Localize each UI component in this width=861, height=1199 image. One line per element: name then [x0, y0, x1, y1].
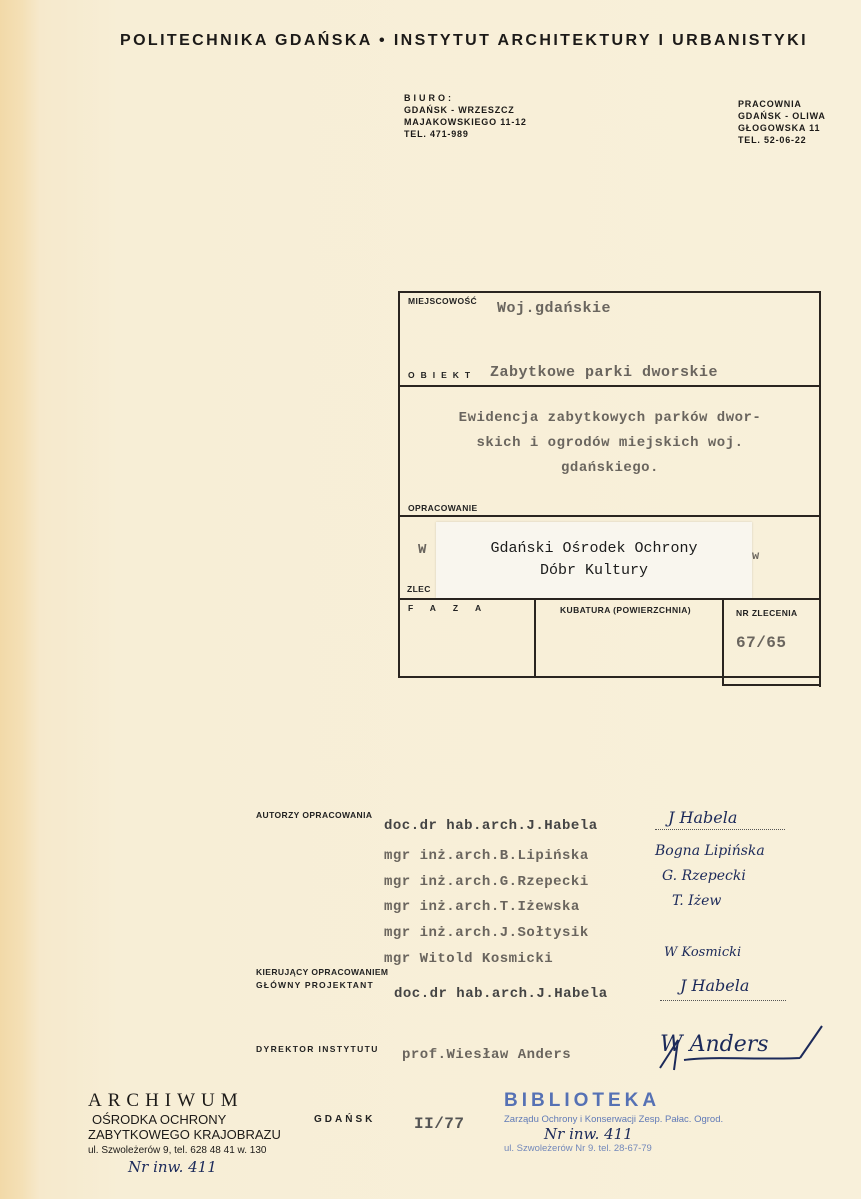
biuro-address	[404, 92, 527, 140]
author-signature: Bogna Lipińska	[655, 843, 765, 859]
pasted-label	[436, 522, 752, 598]
form-border	[398, 291, 821, 293]
obiekt-value: Zabytkowe parki dworskie	[490, 364, 719, 381]
author-signature: T. Iżew	[672, 893, 722, 909]
form-border	[819, 291, 821, 687]
form-divider	[722, 598, 724, 685]
biuro-line: GDAŃSK - WRZESZCZ	[404, 105, 515, 115]
chief-label-2: GŁÓWNY PROJEKTANT	[256, 980, 374, 990]
form-divider	[398, 385, 821, 387]
nr-zlecenia-value: 67/65	[736, 634, 787, 652]
archiwum-line: OŚRODKA OCHRONY	[92, 1112, 227, 1127]
author-name: mgr inż.arch.J.Sołtysik	[384, 925, 589, 941]
director-name: prof.Wiesław Anders	[402, 1047, 572, 1063]
director-label: DYREKTOR INSTYTUTU	[256, 1044, 379, 1054]
biblioteka-stamp	[504, 1090, 723, 1154]
author-name: mgr inż.arch.T.Iżewska	[384, 899, 580, 915]
pasted-label-line: Gdański Ośrodek Ochrony	[490, 540, 698, 557]
chief-name: doc.dr hab.arch.J.Habela	[394, 986, 608, 1002]
signature-line	[660, 1000, 786, 1001]
archiwum-stamp	[88, 1090, 281, 1176]
object-description	[410, 406, 810, 481]
description-line: gdańskiego.	[561, 460, 659, 476]
faza-label: FAZA	[408, 603, 499, 613]
biblioteka-line: Zarządu Ochrony i Konserwacji Zesp. Pałac. Ogrod.	[504, 1114, 724, 1125]
author-name: mgr Witold Kosmicki	[384, 951, 554, 967]
director-signature-stroke	[650, 1020, 830, 1080]
archiwum-line: ul. Szwoleżerów 9, tel. 628 48 41 w. 130	[88, 1145, 267, 1156]
author-name: doc.dr hab.arch.J.Habela	[384, 818, 598, 834]
director-signature: W Anders	[660, 1032, 769, 1057]
author-signature: W Kosmicki	[664, 945, 742, 960]
form-border	[398, 676, 821, 678]
signature-line	[655, 829, 785, 830]
institute-header: POLITECHNIKA GDAŃSKA • INSTYTUT ARCHITEKTURY I URBANISTYKI	[120, 32, 808, 49]
footer-city: GDAŃSK	[314, 1114, 376, 1125]
biblioteka-line: ul. Szwoleżerów Nr 9. tel. 28-67-79	[504, 1143, 652, 1154]
form-divider	[722, 684, 820, 686]
miejscowosc-value: Woj.gdańskie	[497, 300, 612, 317]
description-line: skich i ogrodów miejskich woj.	[476, 435, 744, 451]
chief-label: KIERUJĄCY OPRACOWANIEM	[256, 967, 389, 977]
biuro-line: TEL. 471-989	[404, 129, 469, 139]
opracowanie-hidden-end: w	[752, 549, 760, 563]
footer-date: II/77	[414, 1115, 465, 1133]
pasted-label-line: Dóbr Kultury	[539, 562, 649, 579]
archiwum-title: ARCHIWUM	[88, 1090, 244, 1111]
miejscowosc-label: MIEJSCOWOŚĆ	[408, 296, 478, 306]
obiekt-label: OBIEKT	[408, 370, 477, 380]
biuro-line: MAJAKOWSKIEGO 11-12	[404, 117, 527, 127]
opracowanie-hidden-start: W	[418, 542, 427, 558]
author-name: mgr inż.arch.B.Lipińska	[384, 848, 589, 864]
kubatura-label: KUBATURA (POWIERZCHNIA)	[560, 605, 692, 615]
form-border	[398, 291, 400, 677]
author-name: mgr inż.arch.G.Rzepecki	[384, 874, 589, 890]
form-divider	[398, 515, 821, 517]
pracownia-line: GDAŃSK - OLIWA	[738, 111, 826, 121]
archiwum-inventory: Nr inw. 411	[128, 1158, 217, 1176]
biuro-line: BIURO:	[404, 93, 454, 103]
nr-zlecenia-label: NR ZLECENIA	[736, 608, 798, 618]
pracownia-line: PRACOWNIA	[738, 99, 802, 109]
pracownia-line: TEL. 52-06-22	[738, 135, 807, 145]
author-signature: G. Rzepecki	[662, 868, 746, 884]
authors-label: AUTORZY OPRACOWANIA	[256, 810, 373, 820]
author-signature: J Habela	[668, 808, 738, 827]
chief-signature: J Habela	[680, 976, 750, 995]
zlec-label: ZLEC	[407, 584, 431, 594]
biblioteka-inventory: Nr inw. 411	[544, 1125, 633, 1143]
pracownia-line: GŁOGOWSKA 11	[738, 123, 821, 133]
form-divider	[534, 598, 536, 677]
archiwum-line: ZABYTKOWEGO KRAJOBRAZU	[88, 1127, 281, 1142]
pracownia-address	[738, 98, 826, 146]
form-divider	[398, 598, 821, 600]
description-line: Ewidencja zabytkowych parków dwor-	[458, 410, 762, 426]
biblioteka-title: BIBLIOTEKA	[504, 1090, 661, 1111]
opracowanie-label: OPRACOWANIE	[408, 503, 478, 513]
